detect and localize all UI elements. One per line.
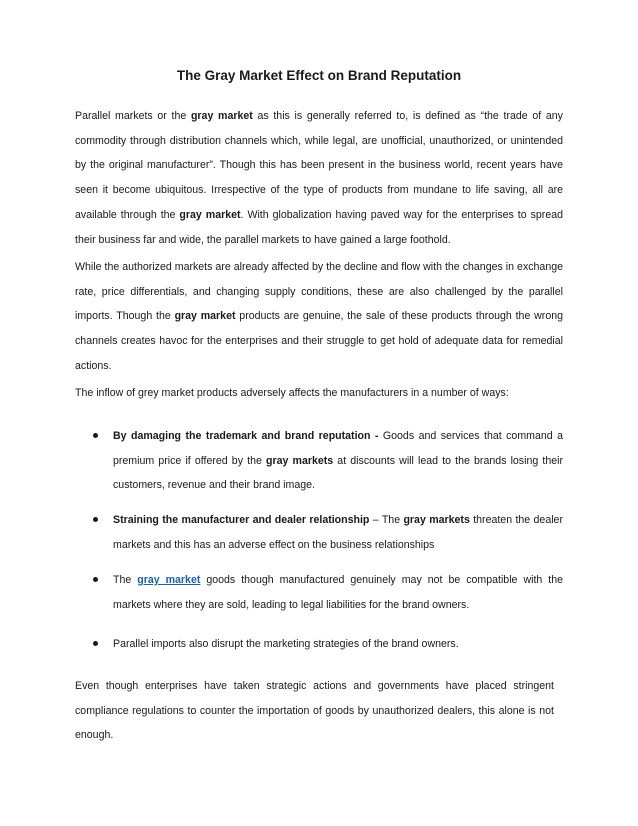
keyword-gray-market: gray markets [403,514,470,526]
paragraph-text: as this is generally referred to, is defined as “the trade of any commodity through distribution channels which, while legal, are unofficial, unauthorized, or unintended by the original manufacturer”. Though this has been present in the business world, recent years have seen it become ubiquitous. Irrespective of the type of products from mundane to life saving, all are available through the [75,110,563,221]
paragraph-text: . With globalization having paved way for the enterprises to spread their business far and wide, the parallel markets to have gained a large foothold. [75,208,563,246]
bullet-body: at discounts will lead to the brands losing their customers, revenue and their brand image. [113,454,563,492]
bullet-text [113,424,563,498]
paragraph-text: products are genuine, the sale of these products through the wrong channels creates havoc for the enterprises and their struggle to get hold of adequate data for remedial actions. [75,310,563,372]
keyword-gray-market: gray market [190,110,253,122]
document-title: The Gray Market Effect on Brand Reputation [176,68,462,83]
keyword-gray-market: gray market [179,208,241,221]
bullet-body: – The [369,514,404,526]
paragraph-authorized-markets [75,255,563,379]
paragraph-inflow-intro: The inflow of grey market products adversely affects the manufacturers in a number of ways: [75,387,509,399]
paragraph-conclusion: Even though enterprises have taken strategic actions and governments have placed stringent compliance regulations to counter the importation of goods by unauthorized dealers, this alone is not enough. [75,680,554,742]
bullet-body: goods though manufactured genuinely may not be compatible with the markets where they are sold, leading to legal liabilities for the brand owners. [113,574,563,611]
bullet-body: Parallel imports also disrupt the marketing strategies of the brand owners. [113,638,459,650]
keyword-gray-market: gray markets [266,454,334,467]
paragraph-text: While the authorized markets are already affected by the decline and flow with the changes in exchange rate, price differentials, and changing supply conditions, these are also challenged by the parallel imports. Though the [75,261,563,323]
bullet-dot-icon [93,517,98,522]
keyword-gray-market: gray market [174,310,236,323]
bullet-text [113,568,563,617]
bullet-text [113,632,563,657]
bullet-lead: Straining the manufacturer and dealer relationship [113,514,370,526]
bullet-dot-icon [93,433,98,438]
bullet-body: threaten the dealer markets and this has an adverse effect on the business relationships [113,514,563,551]
bullet-body: Goods and services that command a premium price if offered by the [113,430,563,467]
bullet-dot-icon [93,577,98,582]
bullet-lead: By damaging the trademark and brand reputation - [113,430,379,442]
bullet-dot-icon [93,641,98,646]
gray-market-link[interactable]: gray market [137,574,201,586]
paragraph-text: Parallel markets or the [75,110,191,122]
paragraph-definition [75,104,563,252]
bullet-text [113,508,563,557]
bullet-body: The [113,574,138,586]
